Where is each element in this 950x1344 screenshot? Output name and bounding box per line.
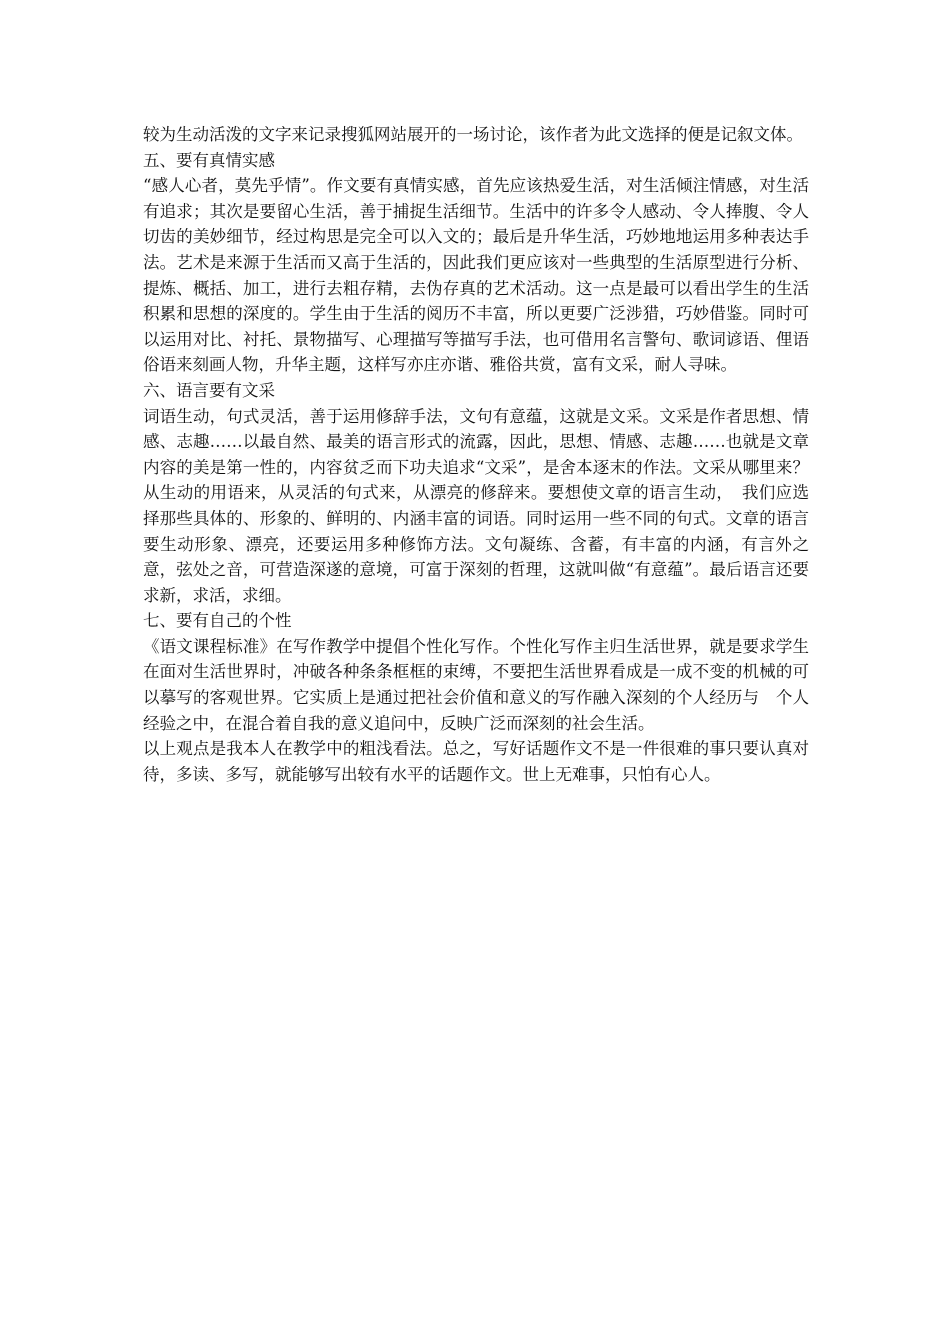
section-heading-7: 七、要有自己的个性 xyxy=(143,611,292,631)
paragraph-true-feelings: “感人心者，莫先乎情”。作文要有真情实感，首先应该热爱生活，对生活倾注情感，对生活有追求；其次是要留心生活，善于捕捉生活细节。生活中的许多令人感动、令人捧腹、令人切齿的美妙细节，经过构思是完全可以入文的；最后是升华生活，巧妙地地运用多种表达手法。艺术是来源于生活而又高于生活的，因此我们更应该对一些典型的生活原型进行分析、提炼、概括、加工，进行去粗存精，去伪存真的艺术活动。这一点是最可以看出学生的生活积累和思想的深度的。学生由于生活的阅历不丰富，所以更要广泛涉猎，巧妙借鉴。同时可以运用对比、衬托、景物描写、心理描写等描写手法，也可借用名言警句、歌词谚语、俚语俗语来刻画人物，升华主题，这样写亦庄亦谐、雅俗共赏，富有文采，耐人寻味。 xyxy=(143,176,809,375)
section-heading-5: 五、要有真情实感 xyxy=(143,150,275,170)
section-heading-6: 六、语言要有文采 xyxy=(143,380,275,400)
paragraph-conclusion: 以上观点是我本人在教学中的粗浅看法。总之，写好话题作文不是一件很难的事只要认真对待，多读、多写，就能够写出较有水平的话题作文。世上无难事，只怕有心人。 xyxy=(143,739,809,784)
paragraph-individuality: 《语文课程标准》在写作教学中提倡个性化写作。个性化写作主归生活世界，就是要求学生在面对生活世界时，冲破各种条条框框的束缚，不要把生活世界看成是一成不变的机械的可以摹写的客观世界。它实质上是通过把社会价值和意义的写作融入深刻的个人经历与 个人经验之中，在混合着自我的意义追问中，反映广泛而深刻的社会生活。 xyxy=(143,636,809,733)
paragraph-narrative-intro: 较为生动活泼的文字来记录搜狐网站展开的一场讨论，该作者为此文选择的便是记叙文体。 xyxy=(143,125,803,144)
paragraph-language-style: 词语生动，句式灵活，善于运用修辞手法，文句有意蕴，这就是文采。文采是作者思想、情感、志趣……以最自然、最美的语言形式的流露，因此，思想、情感、志趣……也就是文章内容的美是第一性的，内容贫乏而下功夫追求“文采”，是舍本逐末的作法。文采从哪里来？从生动的用语来，从灵活的句式来，从漂亮的修辞来。要想使文章的语言生动， 我们应选择那些具体的、形象的、鲜明的、内涵丰富的词语。同时运用一些不同的句式。文章的语言要生动形象、漂亮，还要运用多种修饰方法。文句凝练、含蓄，有丰富的内涵，有言外之意，弦处之音，可营造深遂的意境，可富于深刻的哲理，这就叫做“有意蕴”。最后语言还要求新，求活，求细。 xyxy=(143,406,809,605)
document-body xyxy=(143,122,809,787)
